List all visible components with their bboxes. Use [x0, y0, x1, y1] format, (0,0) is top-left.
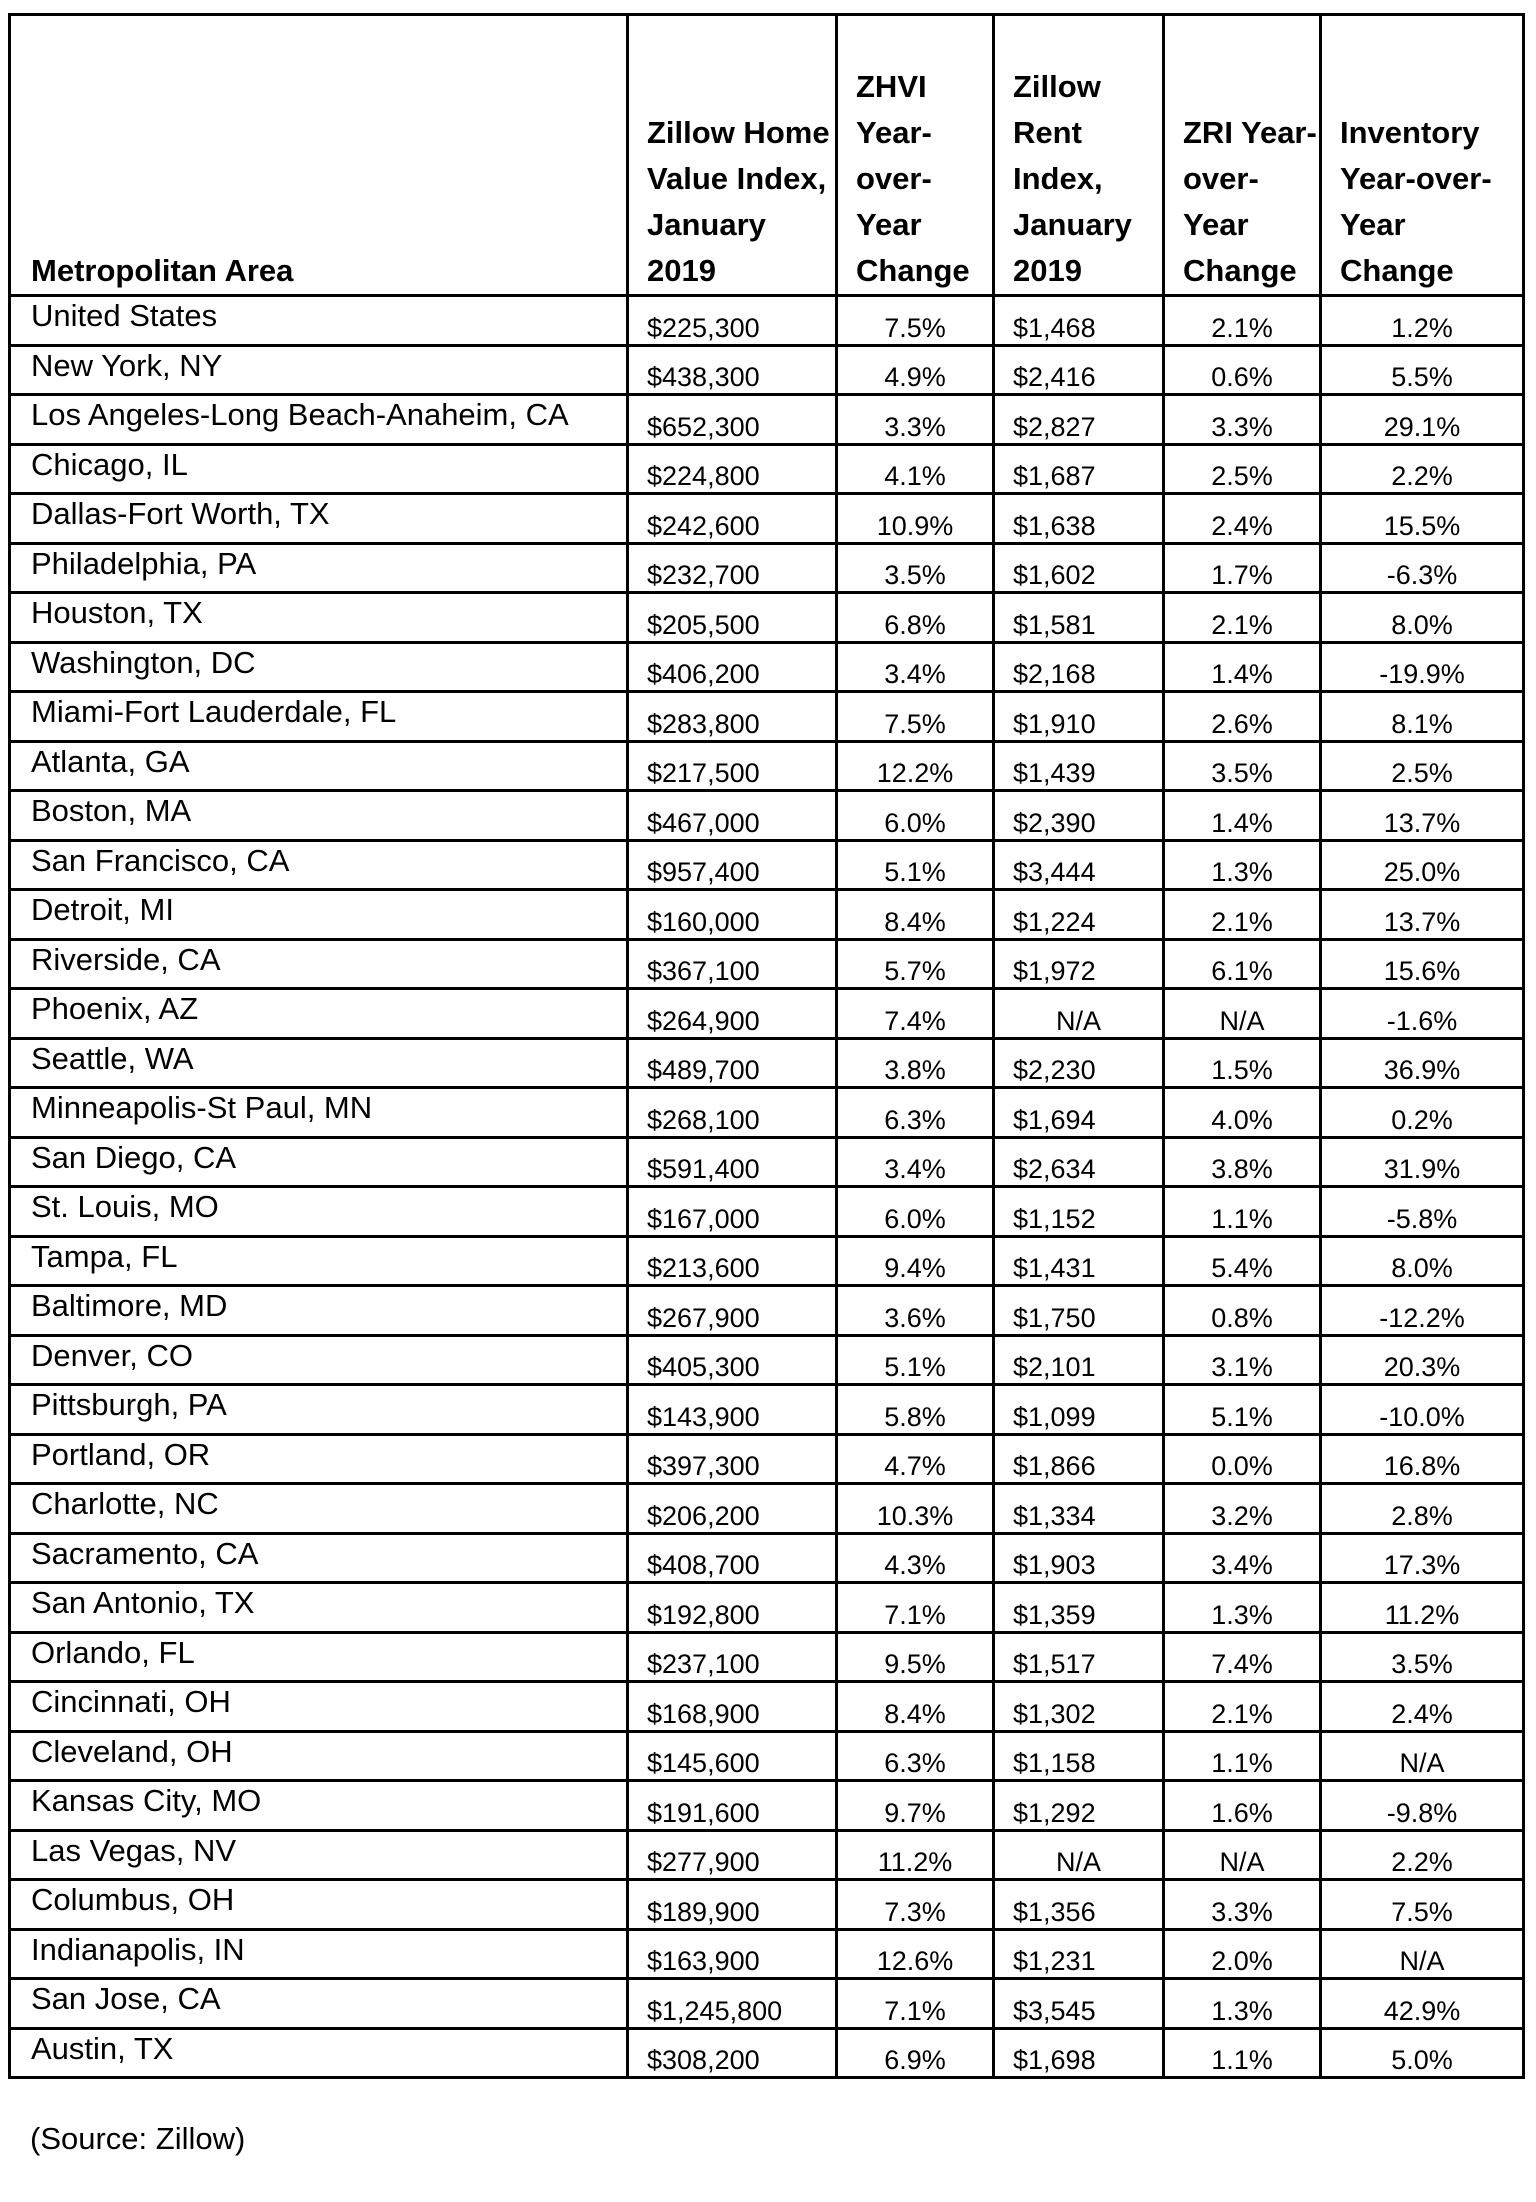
- cell-inventory-yoy: -19.9%: [1321, 642, 1524, 692]
- cell-inventory-yoy: 36.9%: [1321, 1038, 1524, 1088]
- cell-zhvi: $591,400: [628, 1137, 837, 1187]
- cell-zri-yoy: 2.0%: [1164, 1929, 1321, 1979]
- table-row: [10, 1731, 1524, 1781]
- cell-zhvi-yoy: 6.9%: [837, 2028, 994, 2078]
- table-row: [10, 1830, 1524, 1880]
- cell-zri: N/A: [994, 989, 1164, 1039]
- cell-zhvi: $1,245,800: [628, 1979, 837, 2029]
- cell-inventory-yoy: 8.0%: [1321, 593, 1524, 643]
- cell-zri-yoy: 6.1%: [1164, 939, 1321, 989]
- table-row: [10, 494, 1524, 544]
- table-row: [10, 1038, 1524, 1088]
- cell-metropolitan-area: Sacramento, CA: [10, 1533, 628, 1583]
- cell-zhvi-yoy: 7.5%: [837, 296, 994, 346]
- cell-metropolitan-area: Houston, TX: [10, 593, 628, 643]
- data-table-container: [8, 13, 1522, 2079]
- table-row: [10, 543, 1524, 593]
- cell-metropolitan-area: Denver, CO: [10, 1335, 628, 1385]
- cell-zri: $1,099: [994, 1385, 1164, 1435]
- cell-zhvi-yoy: 8.4%: [837, 890, 994, 940]
- cell-zri: $1,698: [994, 2028, 1164, 2078]
- cell-zhvi: $143,900: [628, 1385, 837, 1435]
- cell-zri-yoy: 2.1%: [1164, 1682, 1321, 1732]
- table-row: [10, 939, 1524, 989]
- cell-zri-yoy: 1.3%: [1164, 1979, 1321, 2029]
- cell-zri: $1,431: [994, 1236, 1164, 1286]
- cell-inventory-yoy: 7.5%: [1321, 1880, 1524, 1930]
- cell-zhvi: $225,300: [628, 296, 837, 346]
- cell-inventory-yoy: 13.7%: [1321, 890, 1524, 940]
- cell-zhvi-yoy: 4.7%: [837, 1434, 994, 1484]
- cell-zri: $1,602: [994, 543, 1164, 593]
- cell-zri-yoy: 2.4%: [1164, 494, 1321, 544]
- cell-zhvi-yoy: 12.6%: [837, 1929, 994, 1979]
- cell-inventory-yoy: 25.0%: [1321, 840, 1524, 890]
- cell-inventory-yoy: 5.0%: [1321, 2028, 1524, 2078]
- cell-zhvi: $168,900: [628, 1682, 837, 1732]
- cell-zhvi-yoy: 3.5%: [837, 543, 994, 593]
- table-row: [10, 1880, 1524, 1930]
- cell-zhvi-yoy: 6.3%: [837, 1088, 994, 1138]
- table-row: [10, 395, 1524, 445]
- cell-inventory-yoy: N/A: [1321, 1929, 1524, 1979]
- cell-zri-yoy: 0.6%: [1164, 345, 1321, 395]
- cell-zhvi: $237,100: [628, 1632, 837, 1682]
- cell-zhvi-yoy: 6.3%: [837, 1731, 994, 1781]
- table-row: [10, 345, 1524, 395]
- cell-inventory-yoy: 2.2%: [1321, 444, 1524, 494]
- cell-zri: $1,581: [994, 593, 1164, 643]
- table-row: [10, 890, 1524, 940]
- cell-zri-yoy: 1.5%: [1164, 1038, 1321, 1088]
- cell-zri: $1,439: [994, 741, 1164, 791]
- cell-inventory-yoy: 13.7%: [1321, 791, 1524, 841]
- cell-inventory-yoy: 0.2%: [1321, 1088, 1524, 1138]
- cell-zhvi: $264,900: [628, 989, 837, 1039]
- cell-zri: N/A: [994, 1830, 1164, 1880]
- cell-zhvi-yoy: 9.5%: [837, 1632, 994, 1682]
- cell-zhvi-yoy: 4.1%: [837, 444, 994, 494]
- header-zhvi-yoy: ZHVI Year-over-Year Change: [837, 15, 994, 296]
- cell-metropolitan-area: Tampa, FL: [10, 1236, 628, 1286]
- cell-zhvi-yoy: 4.9%: [837, 345, 994, 395]
- cell-zhvi: $167,000: [628, 1187, 837, 1237]
- cell-metropolitan-area: San Jose, CA: [10, 1979, 628, 2029]
- cell-zri: $1,910: [994, 692, 1164, 742]
- cell-zhvi-yoy: 10.9%: [837, 494, 994, 544]
- cell-inventory-yoy: N/A: [1321, 1731, 1524, 1781]
- cell-metropolitan-area: Austin, TX: [10, 2028, 628, 2078]
- cell-zri-yoy: 1.3%: [1164, 840, 1321, 890]
- cell-zhvi-yoy: 7.5%: [837, 692, 994, 742]
- cell-metropolitan-area: Chicago, IL: [10, 444, 628, 494]
- cell-zhvi: $160,000: [628, 890, 837, 940]
- cell-inventory-yoy: 5.5%: [1321, 345, 1524, 395]
- cell-inventory-yoy: 3.5%: [1321, 1632, 1524, 1682]
- table-row: [10, 1187, 1524, 1237]
- table-row: [10, 444, 1524, 494]
- cell-zri-yoy: N/A: [1164, 989, 1321, 1039]
- cell-inventory-yoy: -6.3%: [1321, 543, 1524, 593]
- cell-zri-yoy: 4.0%: [1164, 1088, 1321, 1138]
- cell-inventory-yoy: 2.2%: [1321, 1830, 1524, 1880]
- table-row: [10, 1137, 1524, 1187]
- table-row: [10, 1335, 1524, 1385]
- table-row: [10, 1781, 1524, 1831]
- cell-zhvi: $232,700: [628, 543, 837, 593]
- cell-zri: $1,302: [994, 1682, 1164, 1732]
- table-row: [10, 741, 1524, 791]
- table-row: [10, 2028, 1524, 2078]
- cell-zhvi-yoy: 10.3%: [837, 1484, 994, 1534]
- table-row: [10, 1236, 1524, 1286]
- header-zri: Zillow Rent Index, January 2019: [994, 15, 1164, 296]
- cell-zri-yoy: 1.6%: [1164, 1781, 1321, 1831]
- cell-metropolitan-area: Portland, OR: [10, 1434, 628, 1484]
- cell-zhvi: $438,300: [628, 345, 837, 395]
- cell-zri: $2,390: [994, 791, 1164, 841]
- cell-zri-yoy: 3.4%: [1164, 1533, 1321, 1583]
- cell-zri-yoy: 2.1%: [1164, 593, 1321, 643]
- cell-zri: $1,468: [994, 296, 1164, 346]
- cell-inventory-yoy: 31.9%: [1321, 1137, 1524, 1187]
- cell-metropolitan-area: San Diego, CA: [10, 1137, 628, 1187]
- cell-inventory-yoy: 1.2%: [1321, 296, 1524, 346]
- cell-metropolitan-area: United States: [10, 296, 628, 346]
- cell-metropolitan-area: Indianapolis, IN: [10, 1929, 628, 1979]
- cell-metropolitan-area: Seattle, WA: [10, 1038, 628, 1088]
- cell-metropolitan-area: Las Vegas, NV: [10, 1830, 628, 1880]
- cell-zri-yoy: 1.4%: [1164, 791, 1321, 841]
- cell-zri-yoy: 5.1%: [1164, 1385, 1321, 1435]
- cell-zri-yoy: N/A: [1164, 1830, 1321, 1880]
- cell-zhvi: $268,100: [628, 1088, 837, 1138]
- cell-zhvi: $163,900: [628, 1929, 837, 1979]
- cell-inventory-yoy: 8.0%: [1321, 1236, 1524, 1286]
- cell-zri: $3,545: [994, 1979, 1164, 2029]
- table-row: [10, 593, 1524, 643]
- cell-zhvi-yoy: 4.3%: [837, 1533, 994, 1583]
- cell-zhvi: $405,300: [628, 1335, 837, 1385]
- cell-zri: $1,694: [994, 1088, 1164, 1138]
- cell-zhvi: $489,700: [628, 1038, 837, 1088]
- cell-zri-yoy: 0.8%: [1164, 1286, 1321, 1336]
- cell-zri-yoy: 1.1%: [1164, 1731, 1321, 1781]
- cell-zri: $1,359: [994, 1583, 1164, 1633]
- cell-metropolitan-area: Cleveland, OH: [10, 1731, 628, 1781]
- cell-zri-yoy: 3.8%: [1164, 1137, 1321, 1187]
- cell-zri: $1,687: [994, 444, 1164, 494]
- cell-metropolitan-area: St. Louis, MO: [10, 1187, 628, 1237]
- cell-zhvi: $652,300: [628, 395, 837, 445]
- cell-zhvi: $213,600: [628, 1236, 837, 1286]
- cell-inventory-yoy: 2.5%: [1321, 741, 1524, 791]
- cell-metropolitan-area: San Francisco, CA: [10, 840, 628, 890]
- cell-zri-yoy: 1.3%: [1164, 1583, 1321, 1633]
- cell-zri: $1,903: [994, 1533, 1164, 1583]
- zillow-metro-table: [8, 13, 1525, 2079]
- cell-inventory-yoy: 8.1%: [1321, 692, 1524, 742]
- cell-zri: $1,356: [994, 1880, 1164, 1930]
- cell-zhvi-yoy: 8.4%: [837, 1682, 994, 1732]
- cell-zhvi-yoy: 6.8%: [837, 593, 994, 643]
- cell-metropolitan-area: Kansas City, MO: [10, 1781, 628, 1831]
- cell-metropolitan-area: Charlotte, NC: [10, 1484, 628, 1534]
- cell-zri-yoy: 3.3%: [1164, 395, 1321, 445]
- cell-inventory-yoy: 11.2%: [1321, 1583, 1524, 1633]
- cell-zri-yoy: 2.6%: [1164, 692, 1321, 742]
- cell-metropolitan-area: Philadelphia, PA: [10, 543, 628, 593]
- cell-zhvi: $308,200: [628, 2028, 837, 2078]
- cell-zri: $1,638: [994, 494, 1164, 544]
- cell-metropolitan-area: Miami-Fort Lauderdale, FL: [10, 692, 628, 742]
- cell-zhvi: $397,300: [628, 1434, 837, 1484]
- cell-zhvi-yoy: 6.0%: [837, 1187, 994, 1237]
- table-row: [10, 1929, 1524, 1979]
- cell-metropolitan-area: Phoenix, AZ: [10, 989, 628, 1039]
- cell-zhvi: $224,800: [628, 444, 837, 494]
- cell-metropolitan-area: Washington, DC: [10, 642, 628, 692]
- cell-zhvi-yoy: 7.4%: [837, 989, 994, 1039]
- cell-zri-yoy: 1.7%: [1164, 543, 1321, 593]
- cell-metropolitan-area: New York, NY: [10, 345, 628, 395]
- table-row: [10, 1583, 1524, 1633]
- cell-zhvi-yoy: 9.7%: [837, 1781, 994, 1831]
- cell-zri: $2,827: [994, 395, 1164, 445]
- cell-inventory-yoy: -12.2%: [1321, 1286, 1524, 1336]
- table-row: [10, 1434, 1524, 1484]
- cell-zhvi: $406,200: [628, 642, 837, 692]
- cell-zhvi: $408,700: [628, 1533, 837, 1583]
- cell-zhvi-yoy: 9.4%: [837, 1236, 994, 1286]
- cell-metropolitan-area: Cincinnati, OH: [10, 1682, 628, 1732]
- cell-zri-yoy: 3.5%: [1164, 741, 1321, 791]
- cell-zhvi-yoy: 3.8%: [837, 1038, 994, 1088]
- cell-zri-yoy: 2.1%: [1164, 296, 1321, 346]
- cell-zri: $2,168: [994, 642, 1164, 692]
- cell-zhvi-yoy: 11.2%: [837, 1830, 994, 1880]
- cell-zhvi-yoy: 3.4%: [837, 642, 994, 692]
- cell-inventory-yoy: 16.8%: [1321, 1434, 1524, 1484]
- cell-zri-yoy: 3.1%: [1164, 1335, 1321, 1385]
- table-row: [10, 1632, 1524, 1682]
- table-row: [10, 1286, 1524, 1336]
- cell-zri: $3,444: [994, 840, 1164, 890]
- cell-inventory-yoy: 15.5%: [1321, 494, 1524, 544]
- cell-zhvi-yoy: 3.3%: [837, 395, 994, 445]
- cell-inventory-yoy: -5.8%: [1321, 1187, 1524, 1237]
- table-row: [10, 840, 1524, 890]
- table-body: [10, 296, 1524, 2078]
- table-row: [10, 1533, 1524, 1583]
- table-row: [10, 296, 1524, 346]
- cell-zri-yoy: 7.4%: [1164, 1632, 1321, 1682]
- cell-inventory-yoy: 20.3%: [1321, 1335, 1524, 1385]
- cell-zri-yoy: 3.2%: [1164, 1484, 1321, 1534]
- cell-zri-yoy: 2.1%: [1164, 890, 1321, 940]
- cell-inventory-yoy: -1.6%: [1321, 989, 1524, 1039]
- cell-zri: $1,158: [994, 1731, 1164, 1781]
- table-row: [10, 642, 1524, 692]
- cell-zhvi: $206,200: [628, 1484, 837, 1534]
- cell-zri-yoy: 1.1%: [1164, 2028, 1321, 2078]
- header-inventory-yoy: Inventory Year-over-Year Change: [1321, 15, 1524, 296]
- table-row: [10, 791, 1524, 841]
- cell-zhvi: $957,400: [628, 840, 837, 890]
- cell-zhvi: $267,900: [628, 1286, 837, 1336]
- header-metropolitan-area: Metropolitan Area: [10, 15, 628, 296]
- cell-zri: $2,634: [994, 1137, 1164, 1187]
- cell-zhvi-yoy: 12.2%: [837, 741, 994, 791]
- cell-metropolitan-area: Riverside, CA: [10, 939, 628, 989]
- cell-metropolitan-area: Orlando, FL: [10, 1632, 628, 1682]
- cell-metropolitan-area: Pittsburgh, PA: [10, 1385, 628, 1435]
- cell-metropolitan-area: Los Angeles-Long Beach-Anaheim, CA: [10, 395, 628, 445]
- header-zhvi: Zillow Home Value Index, January 2019: [628, 15, 837, 296]
- cell-zri-yoy: 1.1%: [1164, 1187, 1321, 1237]
- cell-zhvi-yoy: 3.6%: [837, 1286, 994, 1336]
- cell-zhvi: $145,600: [628, 1731, 837, 1781]
- cell-zhvi-yoy: 7.1%: [837, 1979, 994, 2029]
- cell-metropolitan-area: Atlanta, GA: [10, 741, 628, 791]
- cell-metropolitan-area: Minneapolis-St Paul, MN: [10, 1088, 628, 1138]
- source-note: (Source: Zillow): [30, 2121, 246, 2156]
- cell-zhvi: $242,600: [628, 494, 837, 544]
- table-row: [10, 1088, 1524, 1138]
- cell-zhvi-yoy: 5.7%: [837, 939, 994, 989]
- cell-metropolitan-area: Baltimore, MD: [10, 1286, 628, 1336]
- cell-zri-yoy: 1.4%: [1164, 642, 1321, 692]
- table-row: [10, 1682, 1524, 1732]
- cell-zri: $1,292: [994, 1781, 1164, 1831]
- table-row: [10, 1385, 1524, 1435]
- cell-zri: $2,416: [994, 345, 1164, 395]
- cell-zhvi-yoy: 3.4%: [837, 1137, 994, 1187]
- cell-inventory-yoy: 2.4%: [1321, 1682, 1524, 1732]
- table-row: [10, 1484, 1524, 1534]
- table-row: [10, 1979, 1524, 2029]
- cell-zri: $1,750: [994, 1286, 1164, 1336]
- cell-inventory-yoy: -9.8%: [1321, 1781, 1524, 1831]
- cell-inventory-yoy: 42.9%: [1321, 1979, 1524, 2029]
- cell-zri: $1,224: [994, 890, 1164, 940]
- cell-zhvi-yoy: 5.8%: [837, 1385, 994, 1435]
- table-row: [10, 692, 1524, 742]
- cell-zri: $1,334: [994, 1484, 1164, 1534]
- cell-inventory-yoy: 15.6%: [1321, 939, 1524, 989]
- cell-inventory-yoy: 29.1%: [1321, 395, 1524, 445]
- cell-zri: $1,866: [994, 1434, 1164, 1484]
- cell-metropolitan-area: Detroit, MI: [10, 890, 628, 940]
- cell-zri: $1,231: [994, 1929, 1164, 1979]
- table-header: [10, 15, 1524, 296]
- cell-zri-yoy: 3.3%: [1164, 1880, 1321, 1930]
- cell-zri-yoy: 5.4%: [1164, 1236, 1321, 1286]
- cell-zhvi-yoy: 6.0%: [837, 791, 994, 841]
- cell-metropolitan-area: Boston, MA: [10, 791, 628, 841]
- cell-metropolitan-area: Dallas-Fort Worth, TX: [10, 494, 628, 544]
- cell-metropolitan-area: Columbus, OH: [10, 1880, 628, 1930]
- cell-zhvi-yoy: 5.1%: [837, 1335, 994, 1385]
- cell-inventory-yoy: -10.0%: [1321, 1385, 1524, 1435]
- cell-zhvi: $205,500: [628, 593, 837, 643]
- cell-zri: $1,152: [994, 1187, 1164, 1237]
- cell-zri: $2,230: [994, 1038, 1164, 1088]
- cell-zri: $1,972: [994, 939, 1164, 989]
- cell-inventory-yoy: 2.8%: [1321, 1484, 1524, 1534]
- cell-zri: $1,517: [994, 1632, 1164, 1682]
- cell-zhvi: $192,800: [628, 1583, 837, 1633]
- cell-zhvi: $189,900: [628, 1880, 837, 1930]
- cell-zhvi: $277,900: [628, 1830, 837, 1880]
- table-row: [10, 989, 1524, 1039]
- cell-zhvi-yoy: 7.3%: [837, 1880, 994, 1930]
- cell-zhvi: $191,600: [628, 1781, 837, 1831]
- cell-metropolitan-area: San Antonio, TX: [10, 1583, 628, 1633]
- cell-zri: $2,101: [994, 1335, 1164, 1385]
- header-row: [10, 15, 1524, 296]
- cell-zri-yoy: 2.5%: [1164, 444, 1321, 494]
- cell-zri-yoy: 0.0%: [1164, 1434, 1321, 1484]
- cell-inventory-yoy: 17.3%: [1321, 1533, 1524, 1583]
- header-zri-yoy: ZRI Year-over-Year Change: [1164, 15, 1321, 296]
- cell-zhvi-yoy: 5.1%: [837, 840, 994, 890]
- cell-zhvi: $467,000: [628, 791, 837, 841]
- cell-zhvi: $217,500: [628, 741, 837, 791]
- cell-zhvi-yoy: 7.1%: [837, 1583, 994, 1633]
- cell-zhvi: $283,800: [628, 692, 837, 742]
- cell-zhvi: $367,100: [628, 939, 837, 989]
